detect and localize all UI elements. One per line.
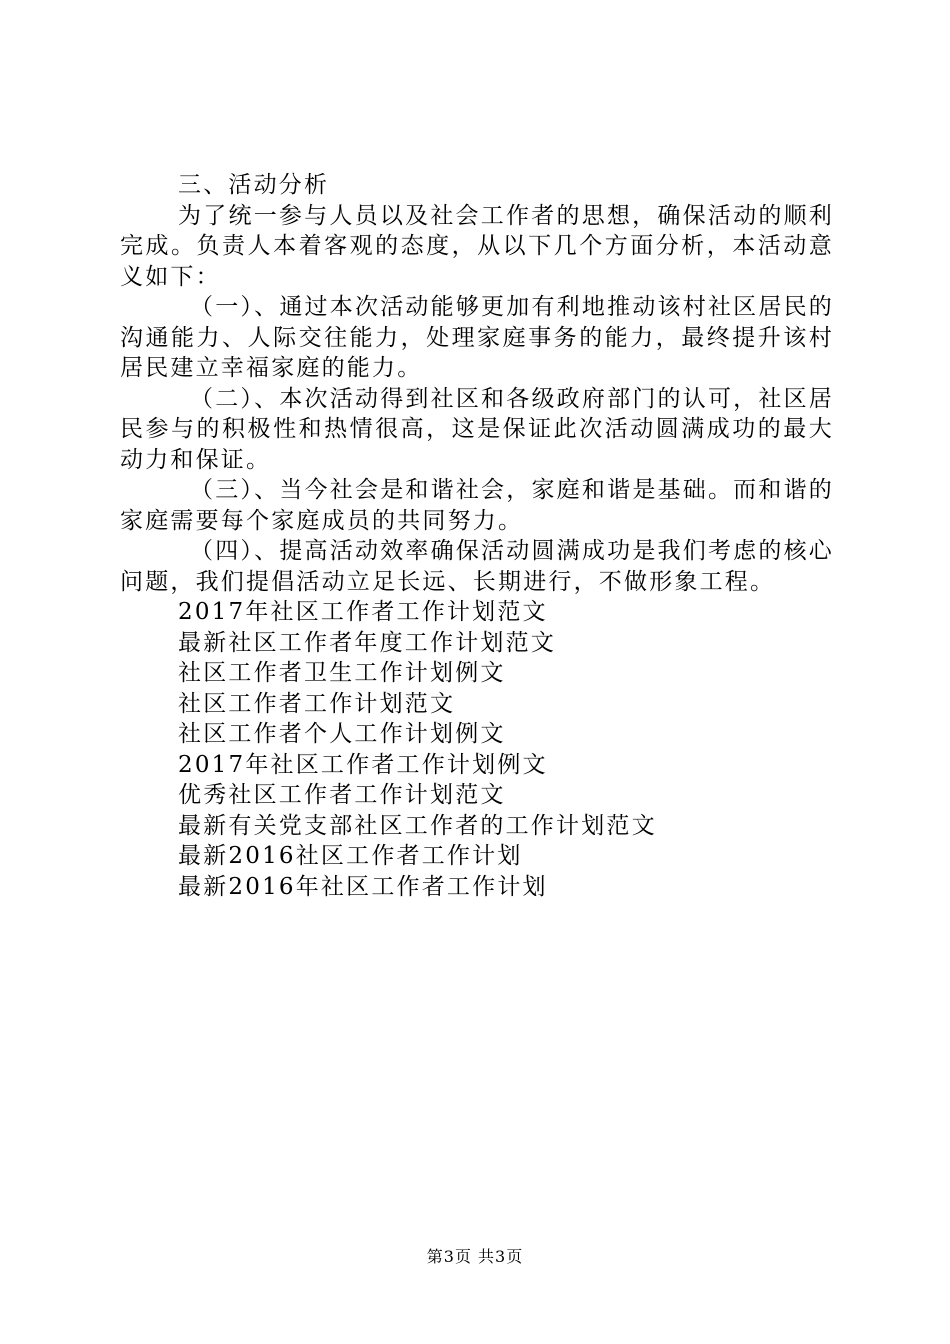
related-article-link[interactable]: 2017年社区工作者工作计划例文 — [178, 751, 548, 778]
related-articles-list — [120, 597, 834, 902]
related-article-link[interactable]: 社区工作者卫生工作计划例文 — [178, 660, 506, 686]
related-article-link[interactable]: 社区工作者个人工作计划例文 — [178, 721, 506, 747]
section-heading: 三、活动分析 — [178, 172, 330, 198]
related-article-link[interactable]: 最新2016年社区工作者工作计划 — [178, 873, 548, 900]
related-article-link[interactable]: 最新2016社区工作者工作计划 — [178, 843, 523, 869]
page-number-footer: 第3页 共3页 — [426, 1247, 524, 1266]
related-article-link[interactable]: 最新有关党支部社区工作者的工作计划范文 — [178, 812, 657, 839]
related-article-link[interactable]: 优秀社区工作者工作计划范文 — [178, 782, 506, 808]
point-one-paragraph: （一）、通过本次活动能够更加有利地推动该村社区居民的沟通能力、人际交往能力，处理家庭事务的能力，最终提升该村居民建立幸福家庭的能力。 — [120, 294, 834, 381]
related-article-link[interactable]: 社区工作者工作计划范文 — [178, 690, 456, 717]
point-four-paragraph: （四）、提高活动效率确保活动圆满成功是我们考虑的核心问题，我们提倡活动立足长远、长期进行，不做形象工程。 — [120, 538, 834, 595]
related-article-link[interactable]: 2017年社区工作者工作计划范文 — [178, 599, 548, 625]
point-two-paragraph: （二）、本次活动得到社区和各级政府部门的认可，社区居民参与的积极性和热情很高，这是保证此次活动圆满成功的最大动力和保证。 — [120, 385, 834, 473]
intro-paragraph: 为了统一参与人员以及社会工作者的思想，确保活动的顺利完成。负责人本着客观的态度，从以下几个方面分析，本活动意义如下： — [120, 202, 834, 290]
related-article-link[interactable]: 最新社区工作者年度工作计划范文 — [178, 629, 556, 656]
document-body — [120, 170, 834, 902]
point-three-paragraph: （三）、当今社会是和谐社会，家庭和谐是基础。而和谐的家庭需要每个家庭成员的共同努力。 — [120, 477, 834, 534]
